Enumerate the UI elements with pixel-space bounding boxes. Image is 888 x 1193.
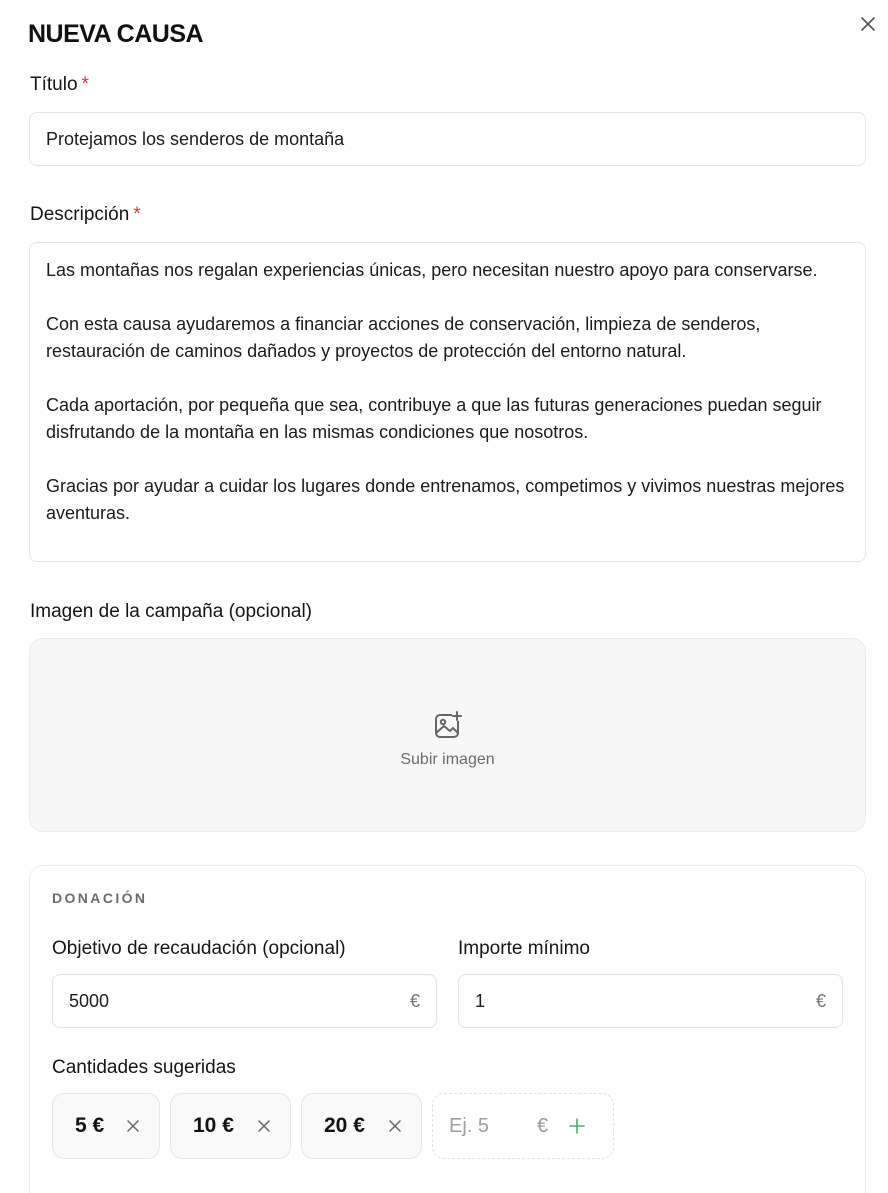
required-mark: * — [133, 204, 141, 225]
image-label: Imagen de la campaña (opcional) — [30, 601, 313, 622]
x-icon — [258, 1120, 270, 1132]
euro-symbol: € — [409, 990, 420, 1011]
required-mark: * — [81, 74, 89, 95]
min-amount-label: Importe mínimo — [458, 938, 590, 959]
remove-chip-button[interactable] — [256, 1118, 272, 1134]
x-icon — [127, 1120, 139, 1132]
description-label — [30, 204, 141, 226]
suggested-amounts-label: Cantidades sugeridas — [52, 1057, 236, 1078]
description-textarea[interactable] — [29, 242, 866, 562]
chip-value: 20 € — [324, 1114, 365, 1137]
chip-value: 10 € — [193, 1114, 234, 1137]
plus-icon — [569, 1118, 585, 1134]
chip-value: 5 € — [75, 1114, 105, 1137]
suggested-amount-chip — [52, 1093, 160, 1159]
x-icon — [389, 1120, 401, 1132]
donation-section — [29, 865, 866, 1193]
goal-value: 5000 — [69, 990, 110, 1011]
euro-symbol: € — [537, 1114, 549, 1137]
title-label — [30, 74, 89, 96]
add-amount-button[interactable] — [568, 1117, 586, 1135]
new-amount-field — [432, 1093, 614, 1159]
remove-chip-button[interactable] — [125, 1118, 141, 1134]
description-label-text: Descripción — [30, 204, 130, 225]
remove-chip-button[interactable] — [387, 1118, 403, 1134]
goal-input[interactable] — [52, 974, 437, 1028]
title-input[interactable]: Protejamos los senderos de montaña — [29, 112, 866, 166]
suggested-amount-chip — [170, 1093, 291, 1159]
description-paragraph: Gracias por ayudar a cuidar los lugares donde entrenamos, competimos y vivimos nuestras mejores aventuras. — [46, 476, 845, 523]
title-label-text: Título — [30, 74, 78, 95]
euro-symbol: € — [815, 990, 826, 1011]
new-amount-input[interactable] — [449, 1115, 519, 1138]
close-button[interactable] — [856, 12, 880, 36]
image-plus-icon — [432, 709, 464, 741]
goal-label: Objetivo de recaudación (opcional) — [52, 938, 346, 959]
description-paragraph: Cada aportación, por pequeña que sea, contribuye a que las futuras generaciones puedan seguir disfrutando de la montaña en las mismas condiciones que nosotros. — [46, 395, 822, 442]
description-paragraph: Las montañas nos regalan experiencias únicas, pero necesitan nuestro apoyo para conservarse. — [46, 260, 818, 280]
modal-title: NUEVA CAUSA — [28, 20, 204, 48]
donation-section-title: DONACIÓN — [52, 890, 148, 906]
upload-label: Subir imagen — [400, 751, 495, 768]
suggested-amount-chip — [301, 1093, 422, 1159]
min-amount-input[interactable] — [458, 974, 843, 1028]
min-amount-value: 1 — [475, 990, 486, 1011]
image-upload-dropzone[interactable] — [29, 638, 866, 832]
close-icon — [860, 16, 876, 32]
description-paragraph: Con esta causa ayudaremos a financiar acciones de conservación, limpieza de senderos, restauración de caminos dañados y proyectos de protección del entorno natural. — [46, 314, 761, 361]
